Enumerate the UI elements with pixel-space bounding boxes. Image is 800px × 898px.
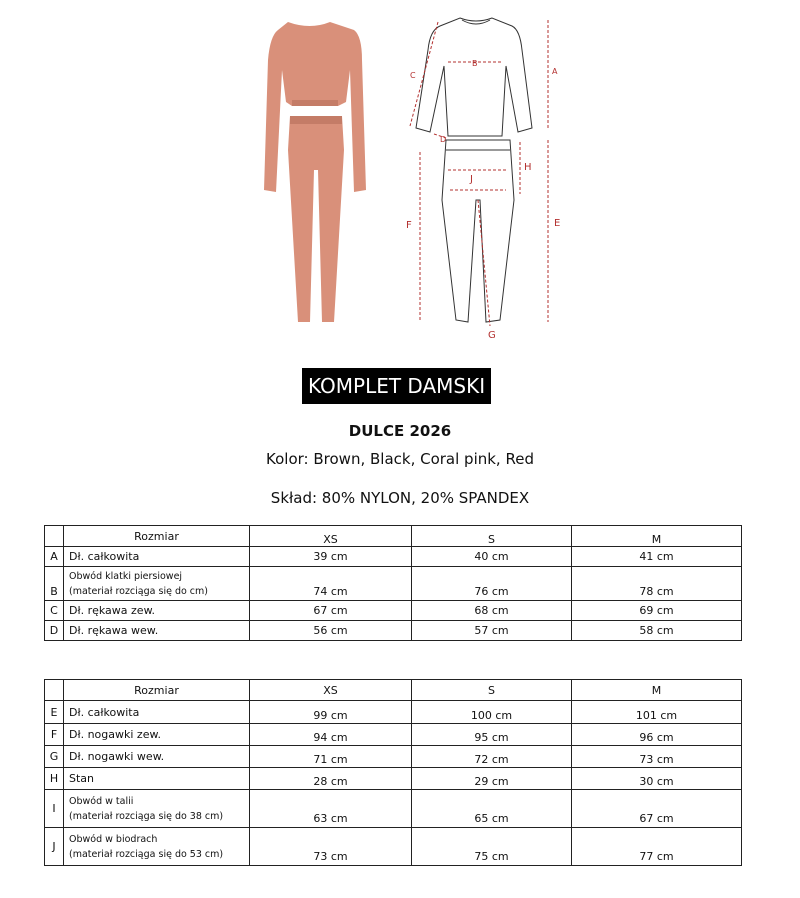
row-letter: B (45, 567, 64, 601)
value-s: 29 cm (412, 768, 572, 790)
label-f: F (406, 220, 412, 231)
value-xs: 39 cm (250, 547, 412, 567)
row-letter: A (45, 547, 64, 567)
row-label: Dł. rękawa zew. (64, 601, 250, 621)
row-label: Dł. całkowita (64, 547, 250, 567)
table-row (45, 768, 742, 790)
row-letter: H (45, 768, 64, 790)
header-s: S (412, 680, 572, 701)
header-m: M (572, 526, 742, 547)
label-e: E (554, 218, 561, 229)
size-table-top (44, 525, 742, 641)
row-label: Stan (64, 768, 250, 790)
value-xs: 28 cm (250, 768, 412, 790)
value-s: 57 cm (412, 621, 572, 641)
header-xs: XS (250, 680, 412, 701)
row-letter: D (45, 621, 64, 641)
composition-info: Skład: 80% NYLON, 20% SPANDEX (270, 489, 530, 507)
label-c: C (410, 71, 416, 80)
value-m: 69 cm (572, 601, 742, 621)
value-s: 75 cm (412, 828, 572, 866)
value-m: 30 cm (572, 768, 742, 790)
table-header-row (45, 526, 742, 547)
row-label: Dł. całkowita (64, 701, 250, 724)
row-letter: J (45, 828, 64, 866)
table-row (45, 724, 742, 746)
header-size: Rozmiar (64, 680, 250, 701)
value-m: 78 cm (572, 567, 742, 601)
measurement-labels (406, 59, 560, 341)
value-m: 101 cm (572, 701, 742, 724)
row-letter: E (45, 701, 64, 724)
row-label: Dł. nogawki zew. (64, 724, 250, 746)
row-label: Dł. nogawki wew. (64, 746, 250, 768)
value-m: 41 cm (572, 547, 742, 567)
table-row (45, 701, 742, 724)
table-row (45, 567, 742, 601)
label-g: G (488, 330, 496, 341)
table-row (45, 746, 742, 768)
row-sublabel: (materiał rozciąga się do cm) (69, 585, 208, 597)
label-d: D (440, 135, 447, 144)
value-xs: 99 cm (250, 701, 412, 724)
value-s: 40 cm (412, 547, 572, 567)
value-xs: 67 cm (250, 601, 412, 621)
value-m: 67 cm (572, 790, 742, 828)
label-j: J (470, 174, 473, 185)
value-m: 96 cm (572, 724, 742, 746)
row-letter: C (45, 601, 64, 621)
row-letter: F (45, 724, 64, 746)
page-title: KOMPLET DAMSKI (302, 368, 491, 404)
product-photo (264, 22, 366, 322)
table-row (45, 601, 742, 621)
row-sublabel: (materiał rozciąga się do 38 cm) (69, 810, 224, 822)
value-xs: 63 cm (250, 790, 412, 828)
value-m: 58 cm (572, 621, 742, 641)
value-xs: 74 cm (250, 567, 412, 601)
table-row (45, 828, 742, 866)
row-label-group (64, 567, 250, 601)
label-b: B (472, 59, 478, 68)
product-illustrations (0, 0, 800, 350)
value-m: 73 cm (572, 746, 742, 768)
value-s: 95 cm (412, 724, 572, 746)
table-row (45, 790, 742, 828)
value-s: 65 cm (412, 790, 572, 828)
row-sublabel: (materiał rozciąga się do 53 cm) (69, 848, 224, 860)
model-name: DULCE 2026 (348, 422, 452, 440)
sketch-top (416, 18, 532, 136)
row-label: Obwód w talii (69, 795, 134, 807)
table-row (45, 547, 742, 567)
header-empty-cell (45, 680, 64, 701)
row-letter: G (45, 746, 64, 768)
header-s: S (412, 526, 572, 547)
row-label: Dł. rękawa wew. (64, 621, 250, 641)
value-s: 68 cm (412, 601, 572, 621)
row-label-group (64, 790, 250, 828)
label-a: A (552, 67, 558, 76)
size-table-bottom (44, 679, 742, 866)
header-xs: XS (250, 526, 412, 547)
value-xs: 94 cm (250, 724, 412, 746)
header-size: Rozmiar (64, 526, 250, 547)
value-xs: 73 cm (250, 828, 412, 866)
header-m: M (572, 680, 742, 701)
measurement-lines (410, 20, 548, 326)
row-label: Obwód klatki piersiowej (69, 570, 183, 582)
header-empty-cell (45, 526, 64, 547)
row-label: Obwód w biodrach (69, 833, 158, 845)
color-info: Kolor: Brown, Black, Coral pink, Red (266, 450, 534, 468)
value-xs: 56 cm (250, 621, 412, 641)
table-row (45, 621, 742, 641)
value-s: 100 cm (412, 701, 572, 724)
table-header-row (45, 680, 742, 701)
row-label-group (64, 828, 250, 866)
row-letter: I (45, 790, 64, 828)
value-s: 76 cm (412, 567, 572, 601)
value-xs: 71 cm (250, 746, 412, 768)
label-h: H (524, 162, 532, 173)
value-m: 77 cm (572, 828, 742, 866)
value-s: 72 cm (412, 746, 572, 768)
sketch-leggings (442, 140, 514, 322)
